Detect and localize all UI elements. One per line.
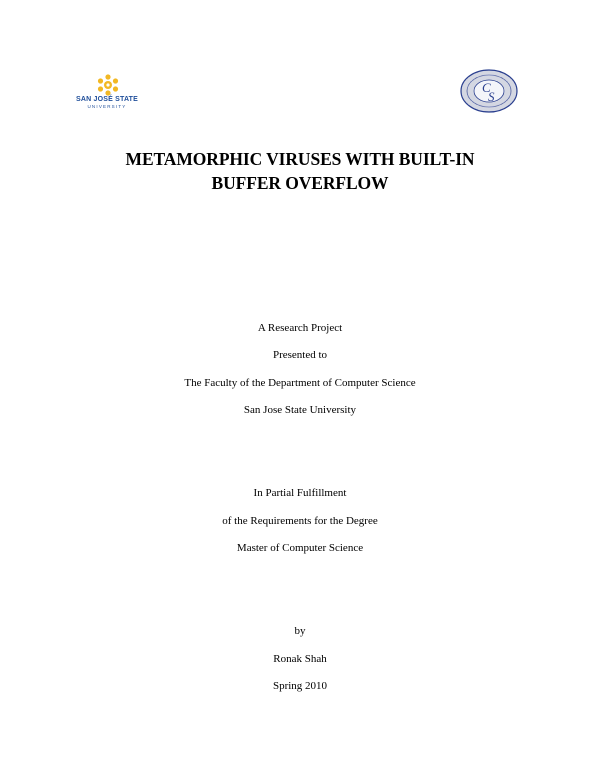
university-logo-subtitle: UNIVERSITY	[87, 104, 127, 109]
fulfillment-line-2: of the Requirements for the Degree	[222, 515, 378, 527]
presentation-line-1: A Research Project	[257, 322, 343, 334]
university-logo-name: SAN JOSÉ STATE	[75, 96, 139, 103]
fulfillment-line-3: Master of Computer Science	[236, 542, 364, 554]
cs-logo-letter-s: S	[488, 89, 495, 104]
presentation-line-3: The Faculty of the Department of Computer Science	[184, 377, 416, 389]
cs-department-logo	[459, 68, 519, 114]
fulfillment-line-1: In Partial Fulfillment	[253, 487, 347, 499]
author-by: by	[294, 625, 306, 637]
author-name: Ronak Shah	[273, 653, 327, 665]
cs-logo-letter-c: C	[482, 80, 491, 95]
document-title	[60, 147, 540, 195]
title-line-1: METAMORPHIC VIRUSES WITH BUILT-IN	[125, 149, 475, 169]
sjsu-sun-icon	[96, 74, 120, 96]
submission-date: Spring 2010	[272, 680, 328, 692]
presentation-line-4: San Jose State University	[243, 404, 357, 416]
university-logo	[72, 74, 144, 114]
title-line-2: BUFFER OVERFLOW	[211, 173, 389, 193]
presentation-line-2: Presented to	[272, 349, 328, 361]
